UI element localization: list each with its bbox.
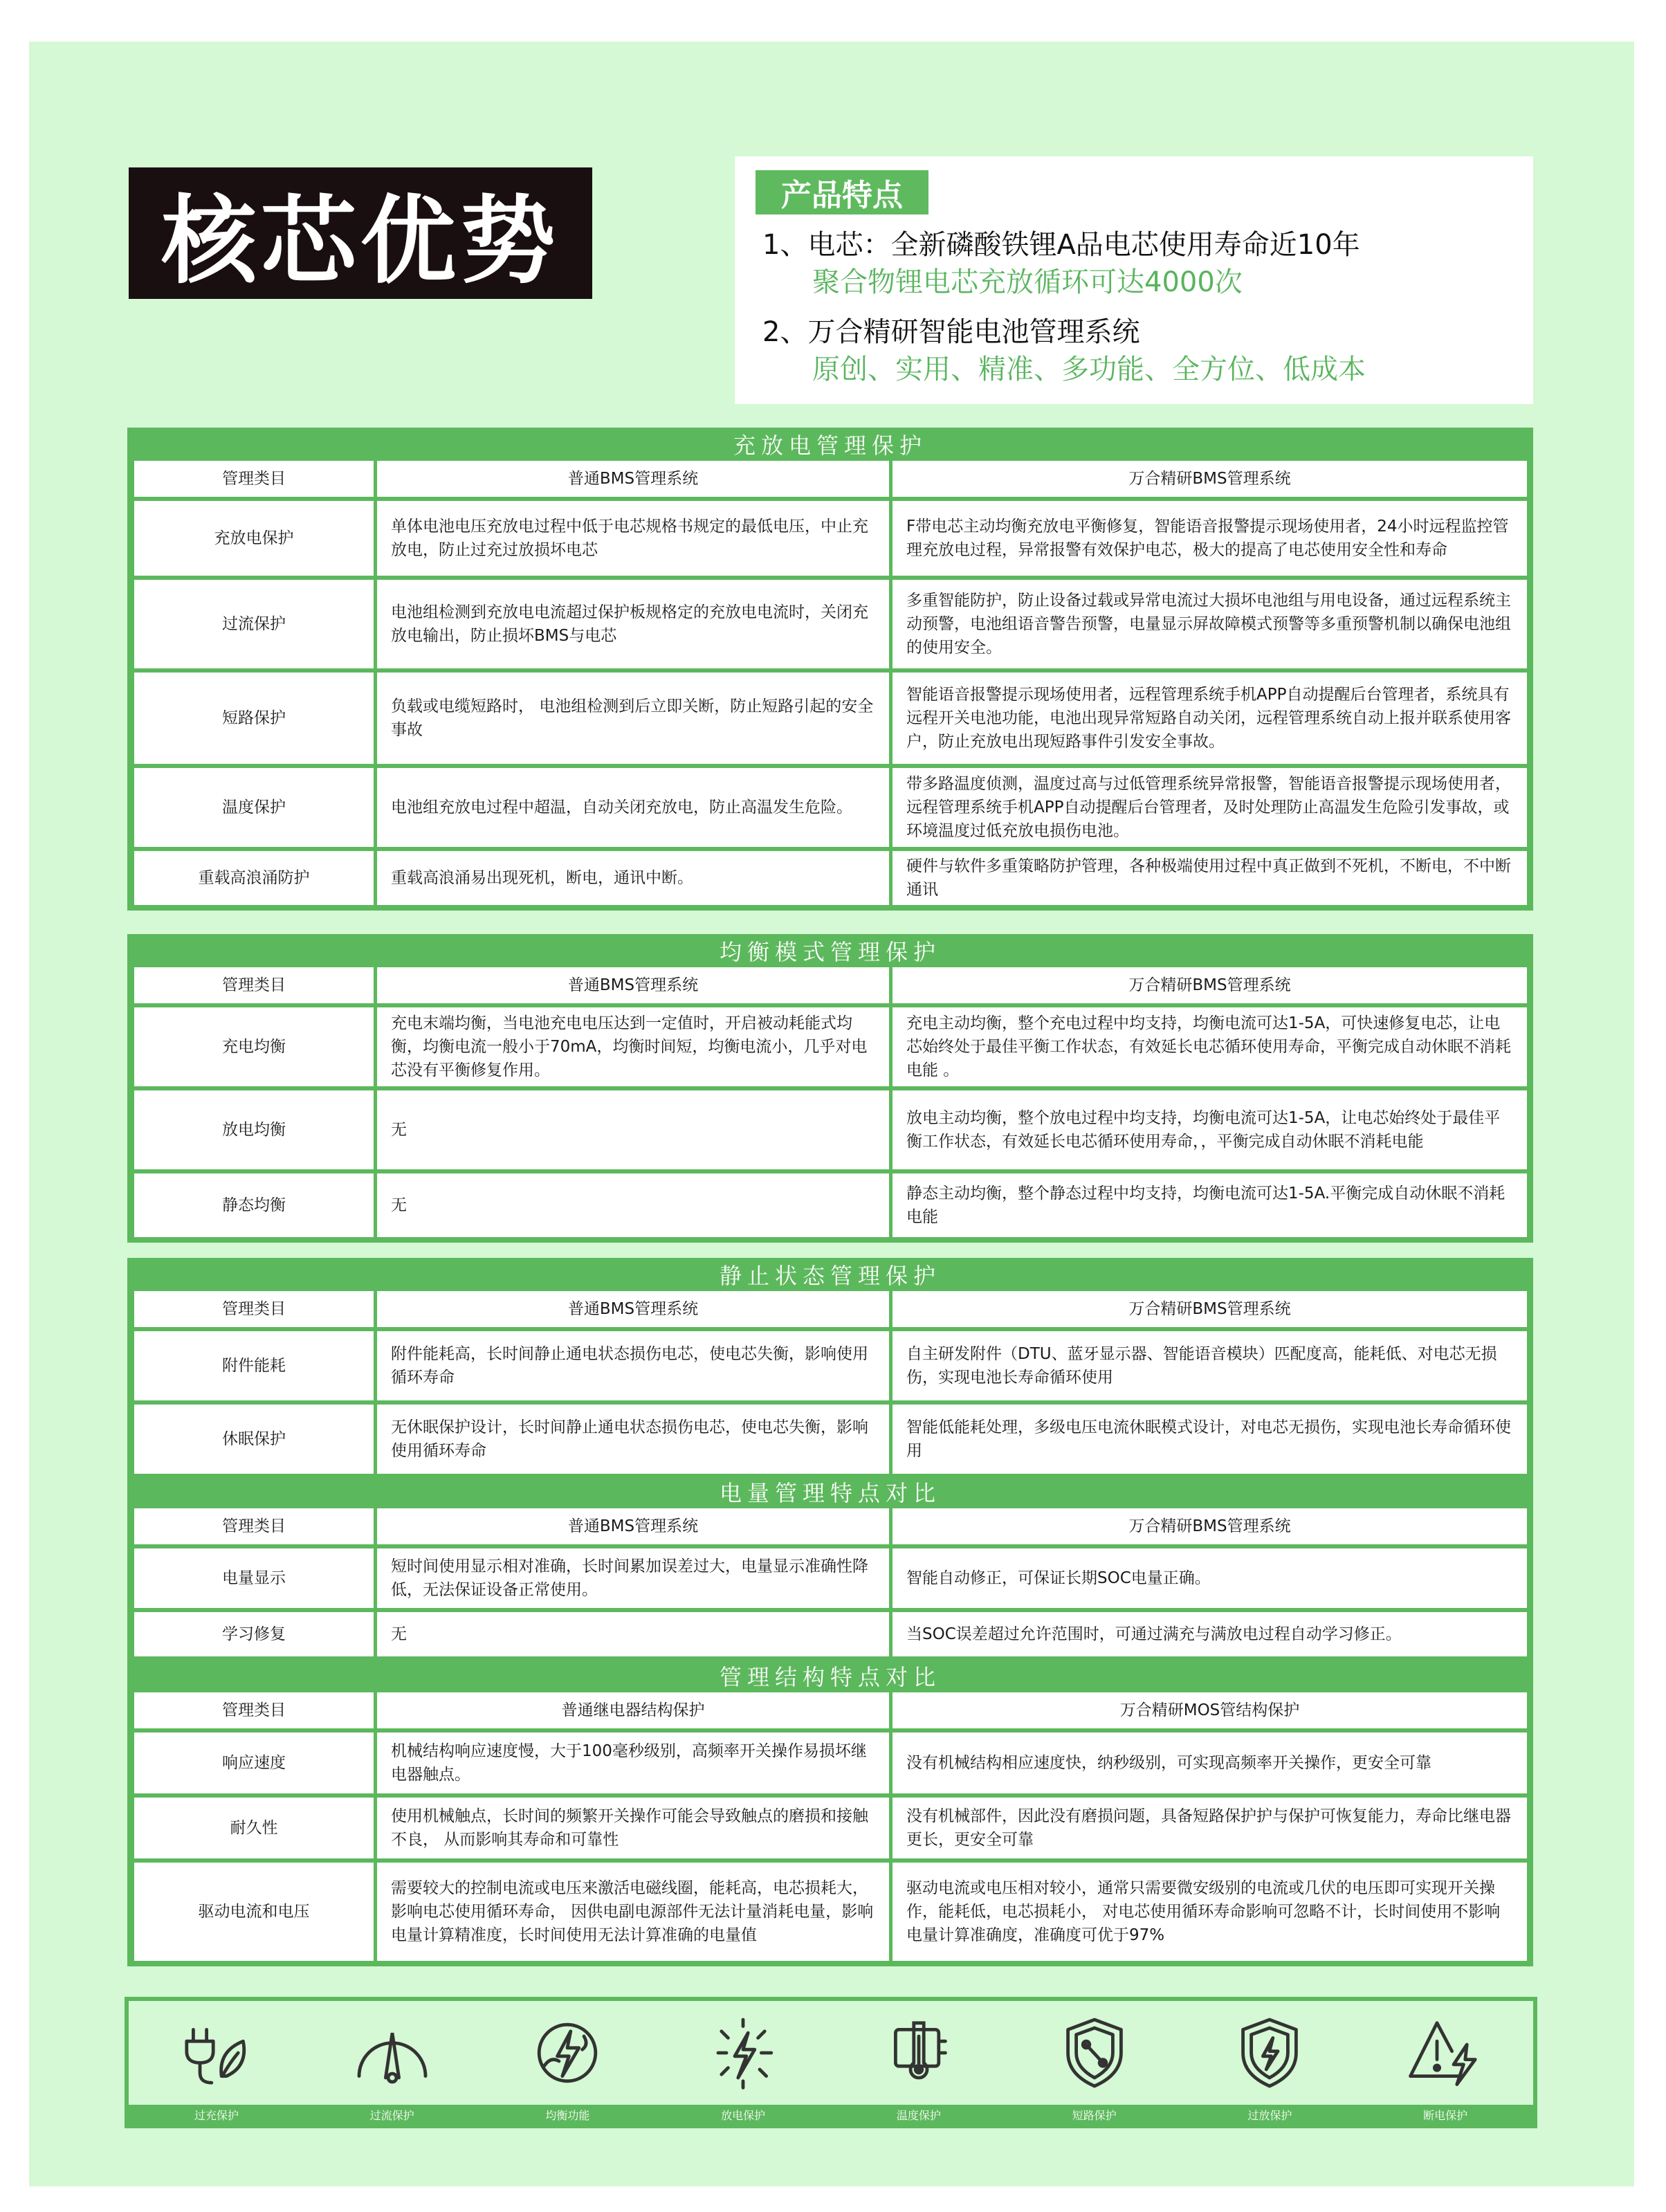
row-wanhe-bms: 带多路温度侦测，温度过高与过低管理系统异常报警，智能语音报警提示现场使用者，远程管理系统手机APP自动提醒后台管理者，及时处理防止高温发生危险引发事故，或环境温度过低充放电损伤电池。: [892, 768, 1527, 847]
row-wanhe-bms: 多重智能防护，防止设备过载或异常电流过大损坏电池组与用电设备，通过远程系统主动预警，电池组语音警告预警，电量显示屏故障模式预警等多重预警机制以确保电池组的使用安全。: [892, 580, 1527, 668]
row-relay: 使用机械触点，长时间的频繁开关操作可能会导致触点的磨损和接触不良， 从而影响其寿命和可靠性: [377, 1798, 889, 1858]
balance-bolt-icon: [484, 2011, 650, 2094]
row-category: 休眠保护: [134, 1405, 374, 1474]
row-category: 耐久性: [134, 1798, 374, 1858]
row-normal-bms: 重载高浪涌易出现死机，断电，通讯中断。: [377, 851, 889, 905]
row-relay: 机械结构响应速度慢，大于100毫秒级别，高频率开关操作易损坏继电器触点。: [377, 1733, 889, 1793]
icon-label-overcharge: 过充保护: [194, 2108, 239, 2122]
row-wanhe-bms: 自主研发附件（DTU、蓝牙显示器、智能语音模块）匹配度高，能耗低、对电芯无损伤，实现电池长寿命循环使用: [892, 1331, 1527, 1400]
spark-bolt-icon: [660, 2011, 826, 2094]
icon-label-power-off: 断电保护: [1423, 2108, 1468, 2122]
section-energy-management: [127, 1475, 1533, 1662]
header-wanhe-bms: 万合精研BMS管理系统: [892, 1291, 1527, 1327]
row-wanhe-bms: 充电主动均衡，整个充电过程中均支持，均衡电流可达1-5A，可快速修复电芯，让电芯始终处于最佳平衡工作状态，有效延长电芯循环使用寿命，平衡完成自动休眠不消耗电能 。: [892, 1007, 1527, 1086]
icon-label-temperature: 温度保护: [896, 2108, 941, 2122]
header-normal-bms: 普通BMS管理系统: [377, 967, 889, 1003]
row-normal-bms: 无: [377, 1090, 889, 1169]
feature-item-2: 2、万合精研智能电池管理系统: [762, 316, 1140, 348]
row-normal-bms: 单体电池电压充放电过程中低于电芯规格书规定的最低电压，中止充放电，防止过充过放损坏电芯: [377, 501, 889, 576]
product-features-panel: [735, 156, 1533, 404]
icon-label-discharge: 放电保护: [721, 2108, 766, 2122]
features-tag: 产品特点: [756, 170, 928, 214]
header-relay-protection: 普通继电器结构保护: [377, 1692, 889, 1728]
row-category: 充放电保护: [134, 501, 374, 576]
icon-label-short-circuit: 短路保护: [1072, 2108, 1117, 2122]
header-wanhe-bms: 万合精研BMS管理系统: [892, 1508, 1527, 1544]
plug-leaf-icon: [134, 2011, 300, 2094]
header-mos-protection: 万合精研MOS管结构保护: [892, 1692, 1527, 1728]
row-category: 短路保护: [134, 673, 374, 764]
header-category: 管理类目: [134, 1692, 374, 1728]
page-title: 核芯优势: [129, 167, 592, 299]
feature-icon-strip: [125, 1997, 1537, 2128]
row-mos: 没有机械部件，因此没有磨损问题，具备短路保护护与保护可恢复能力，寿命比继电器更长，更安全可靠: [892, 1798, 1527, 1858]
feature-item-2-sub: 原创、实用、精准、多功能、全方位、低成本: [812, 354, 1366, 385]
thermometer-icon: [836, 2011, 1002, 2094]
row-wanhe-bms: 放电主动均衡，整个放电过程中均支持，均衡电流可达1-5A，让电芯始终处于最佳平衡工作状态，有效延长电芯循环使用寿命，，平衡完成自动休眠不消耗电能: [892, 1090, 1527, 1169]
section-balance-mode: [127, 934, 1533, 1243]
icon-label-overdischarge: 过放保护: [1247, 2108, 1292, 2122]
row-category: 过流保护: [134, 580, 374, 668]
section-charge-discharge: [127, 428, 1533, 911]
row-normal-bms: 电池组检测到充放电电流超过保护板规格定的充放电电流时，关闭充放电输出，防止损坏BMS与电芯: [377, 580, 889, 668]
gauge-icon: [309, 2011, 475, 2094]
row-normal-bms: 充电末端均衡，当电池充电电压达到一定值时，开启被动耗能式均衡，均衡电流一般小于70mA，均衡时间短，均衡电流小，几乎对电芯没有平衡修复作用。: [377, 1007, 889, 1086]
section-structure: [127, 1659, 1533, 1966]
header-wanhe-bms: 万合精研BMS管理系统: [892, 461, 1527, 497]
header-normal-bms: 普通BMS管理系统: [377, 1508, 889, 1544]
row-normal-bms: 短时间使用显示相对准确，长时间累加误差过大，电量显示准确性降低，无法保证设备正常使用。: [377, 1548, 889, 1608]
row-category: 温度保护: [134, 768, 374, 847]
row-normal-bms: 无休眠保护设计，长时间静止通电状态损伤电芯，使电芯失衡，影响使用循环寿命: [377, 1405, 889, 1474]
warning-bolt-icon: [1362, 2011, 1528, 2094]
row-wanhe-bms: 当SOC误差超过允许范围时，可通过满充与满放电过程自动学习修正。: [892, 1612, 1527, 1656]
row-normal-bms: 电池组充放电过程中超温，自动关闭充放电，防止高温发生危险。: [377, 768, 889, 847]
row-relay: 需要较大的控制电流或电压来激活电磁线圈，能耗高，电芯损耗大，影响电芯使用循环寿命， 因供电副电源部件无法计量消耗电量，影响电量计算精准度，长时间使用无法计算准确的电量值: [377, 1863, 889, 1961]
header-category: 管理类目: [134, 967, 374, 1003]
feature-item-1-sub: 聚合物锂电芯充放循环可达4000次: [812, 266, 1243, 298]
header-wanhe-bms: 万合精研BMS管理系统: [892, 967, 1527, 1003]
row-wanhe-bms: 静态主动均衡，整个静态过程中均支持，均衡电流可达1-5A.平衡完成自动休眠不消耗电能: [892, 1173, 1527, 1237]
row-wanhe-bms: 智能语音报警提示现场使用者，远程管理系统手机APP自动提醒后台管理者，系统具有远程开关电池功能，电池出现异常短路自动关闭，远程管理系统自动上报并联系使用客户，防止充放电出现短路事件引发安全事故。: [892, 673, 1527, 764]
section-title: 静止状态管理保护: [719, 1263, 941, 1289]
header-category: 管理类目: [134, 1291, 374, 1327]
row-wanhe-bms: 智能低能耗处理，多级电压电流休眠模式设计，对电芯无损伤，实现电池长寿命循环使用: [892, 1405, 1527, 1474]
section-title: 电量管理特点对比: [719, 1480, 941, 1506]
section-title: 均衡模式管理保护: [719, 939, 941, 965]
row-category: 附件能耗: [134, 1331, 374, 1400]
header-category: 管理类目: [134, 1508, 374, 1544]
header-normal-bms: 普通BMS管理系统: [377, 1291, 889, 1327]
row-category: 静态均衡: [134, 1173, 374, 1237]
row-normal-bms: 无: [377, 1612, 889, 1656]
row-category: 驱动电流和电压: [134, 1863, 374, 1961]
header-category: 管理类目: [134, 461, 374, 497]
row-category: 重载高浪涌防护: [134, 851, 374, 905]
row-normal-bms: 附件能耗高，长时间静止通电状态损伤电芯，使电芯失衡，影响使用循环寿命: [377, 1331, 889, 1400]
row-wanhe-bms: 硬件与软件多重策略防护管理，各种极端使用过程中真正做到不死机，不断电，不中断通讯: [892, 851, 1527, 905]
section-title: 管理结构特点对比: [719, 1664, 941, 1690]
row-normal-bms: 无: [377, 1173, 889, 1237]
shield-bolt-icon: [1187, 2011, 1353, 2094]
row-category: 响应速度: [134, 1733, 374, 1793]
header-normal-bms: 普通BMS管理系统: [377, 461, 889, 497]
row-category: 充电均衡: [134, 1007, 374, 1086]
section-static-state: [127, 1258, 1533, 1479]
row-normal-bms: 负载或电缆短路时， 电池组检测到后立即关断，防止短路引起的安全事故: [377, 673, 889, 764]
section-title: 充放电管理保护: [733, 432, 927, 459]
row-wanhe-bms: 智能自动修正，可保证长期SOC电量正确。: [892, 1548, 1527, 1608]
row-wanhe-bms: F带电芯主动均衡充放电平衡修复，智能语音报警提示现场使用者，24小时远程监控管理充放电过程，异常报警有效保护电芯，极大的提高了电芯使用安全性和寿命: [892, 501, 1527, 576]
row-category: 电量显示: [134, 1548, 374, 1608]
row-mos: 驱动电流或电压相对较小，通常只需要微安级别的电流或几伏的电压即可实现开关操作，能耗低，电芯损耗小， 对电芯使用循环寿命影响可忽略不计，长时间使用不影响电量计算准确度，准确度可优于97%: [892, 1863, 1527, 1961]
feature-item-1: 1、电芯：全新磷酸铁锂A品电芯使用寿命近10年: [762, 229, 1360, 261]
row-mos: 没有机械结构相应速度快，纳秒级别，可实现高频率开关操作，更安全可靠: [892, 1733, 1527, 1793]
icon-label-balance: 均衡功能: [545, 2108, 590, 2122]
icon-label-overcurrent: 过流保护: [369, 2108, 414, 2122]
shield-switch-icon: [1012, 2011, 1178, 2094]
row-category: 学习修复: [134, 1612, 374, 1656]
row-category: 放电均衡: [134, 1090, 374, 1169]
